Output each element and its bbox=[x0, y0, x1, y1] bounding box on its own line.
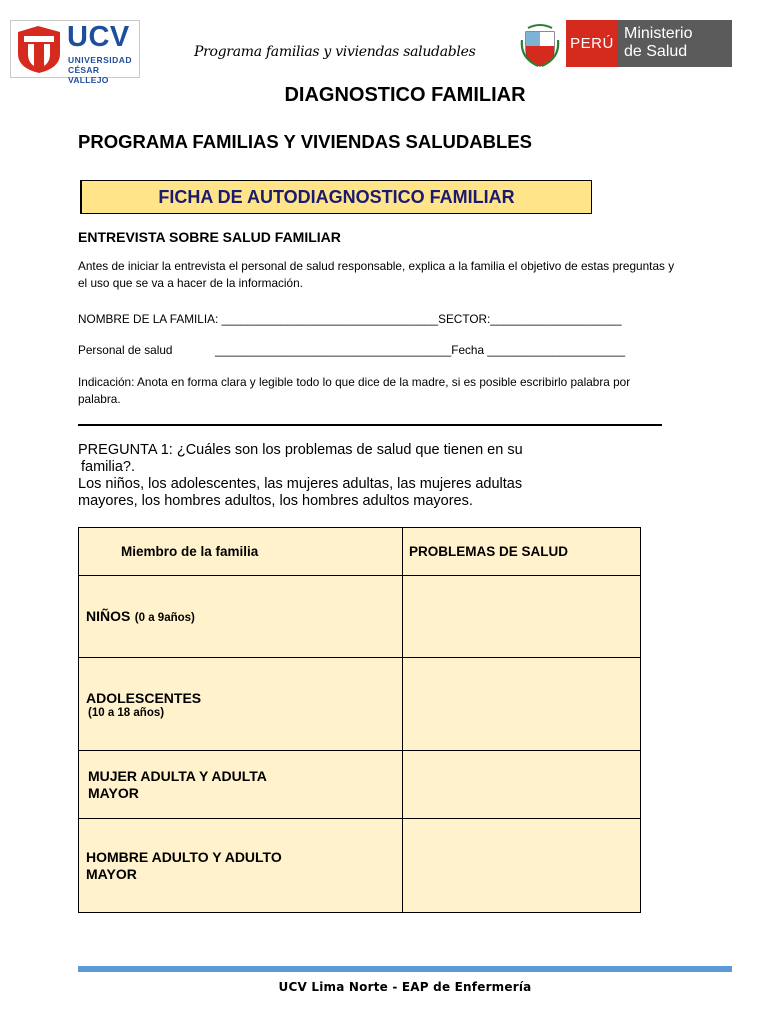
table-header-row bbox=[79, 528, 641, 576]
question-line-3: Los niños, los adolescentes, las mujeres adultas, las mujeres adultas mayores, los hombres adultos, los hombres adultos mayores. bbox=[78, 476, 523, 509]
member-cell bbox=[79, 819, 403, 913]
member-label: MUJER ADULTA Y ADULTA MAYOR bbox=[88, 767, 267, 801]
instruction-paragraph: Indicación: Anota en forma clara y legible todo lo que dice de la madre, si es posible escribirlo palabra por palabra. bbox=[78, 375, 631, 406]
member-cell bbox=[79, 751, 403, 819]
member-cell bbox=[79, 658, 403, 751]
member-label: NIÑOS bbox=[86, 607, 131, 624]
ficha-banner bbox=[80, 180, 592, 214]
peru-label: PERÚ bbox=[566, 20, 618, 67]
header-health-problems: PROBLEMAS DE SALUD bbox=[403, 528, 641, 576]
table-row bbox=[79, 658, 641, 751]
member-label: HOMBRE ADULTO Y ADULTO MAYOR bbox=[86, 848, 282, 882]
footer-rule bbox=[78, 966, 732, 972]
intro-paragraph: Antes de iniciar la entrevista el personal de salud responsable, explica a la familia el objetivo de estas preguntas y el uso que se va a hacer de la información. bbox=[78, 259, 675, 290]
health-problems-cell[interactable] bbox=[403, 658, 641, 751]
table-row bbox=[79, 576, 641, 658]
ucv-logo-line1: UNIVERSIDAD bbox=[68, 55, 133, 65]
document-title: DIAGNOSTICO FAMILIAR bbox=[284, 84, 526, 106]
member-age-range: (10 a 18 años) bbox=[88, 706, 165, 719]
minsa-logo bbox=[618, 20, 732, 67]
ucv-shield-icon bbox=[14, 24, 64, 74]
question-line-1: PREGUNTA 1: ¿Cuáles son los problemas de salud que tienen en su bbox=[78, 442, 523, 458]
member-age-range: (0 a 9años) bbox=[134, 611, 195, 624]
member-label: ADOLESCENTES bbox=[86, 689, 202, 706]
table-row bbox=[79, 751, 641, 819]
ucv-logo-line2: CÉSAR VALLEJO bbox=[68, 65, 109, 85]
program-title: PROGRAMA FAMILIAS Y VIVIENDAS SALUDABLES bbox=[78, 131, 532, 152]
minsa-line1: Ministerio bbox=[624, 25, 693, 42]
footer-text: UCV Lima Norte - EAP de Enfermería bbox=[278, 980, 532, 994]
question-line-2: familia?. bbox=[81, 459, 135, 475]
ucv-logo bbox=[10, 20, 140, 85]
family-name-sector-line: NOMBRE DE LA FAMILIA: _________________________________SECTOR:____________________ bbox=[78, 312, 622, 326]
header-family-member: Miembro de la familia bbox=[79, 528, 403, 576]
section-divider bbox=[78, 424, 662, 426]
peru-coat-of-arms-icon bbox=[520, 22, 560, 68]
header-program-script: Programa familias y viviendas saludables bbox=[194, 44, 476, 60]
question-1 bbox=[78, 442, 578, 510]
health-problems-table bbox=[78, 527, 641, 913]
interview-heading: ENTREVISTA SOBRE SALUD FAMILIAR bbox=[78, 229, 341, 245]
ficha-title: FICHA DE AUTODIAGNOSTICO FAMILIAR bbox=[158, 186, 515, 207]
minsa-line2: de Salud bbox=[624, 43, 688, 60]
member-cell bbox=[79, 576, 403, 658]
table-row bbox=[79, 819, 641, 913]
ucv-logo-name: UCV bbox=[67, 21, 130, 53]
health-problems-cell[interactable] bbox=[403, 576, 641, 658]
health-problems-cell[interactable] bbox=[403, 819, 641, 913]
health-problems-cell[interactable] bbox=[403, 751, 641, 819]
health-staff-date-line: Personal de salud ____________________________________Fecha _____________________ bbox=[78, 343, 626, 357]
